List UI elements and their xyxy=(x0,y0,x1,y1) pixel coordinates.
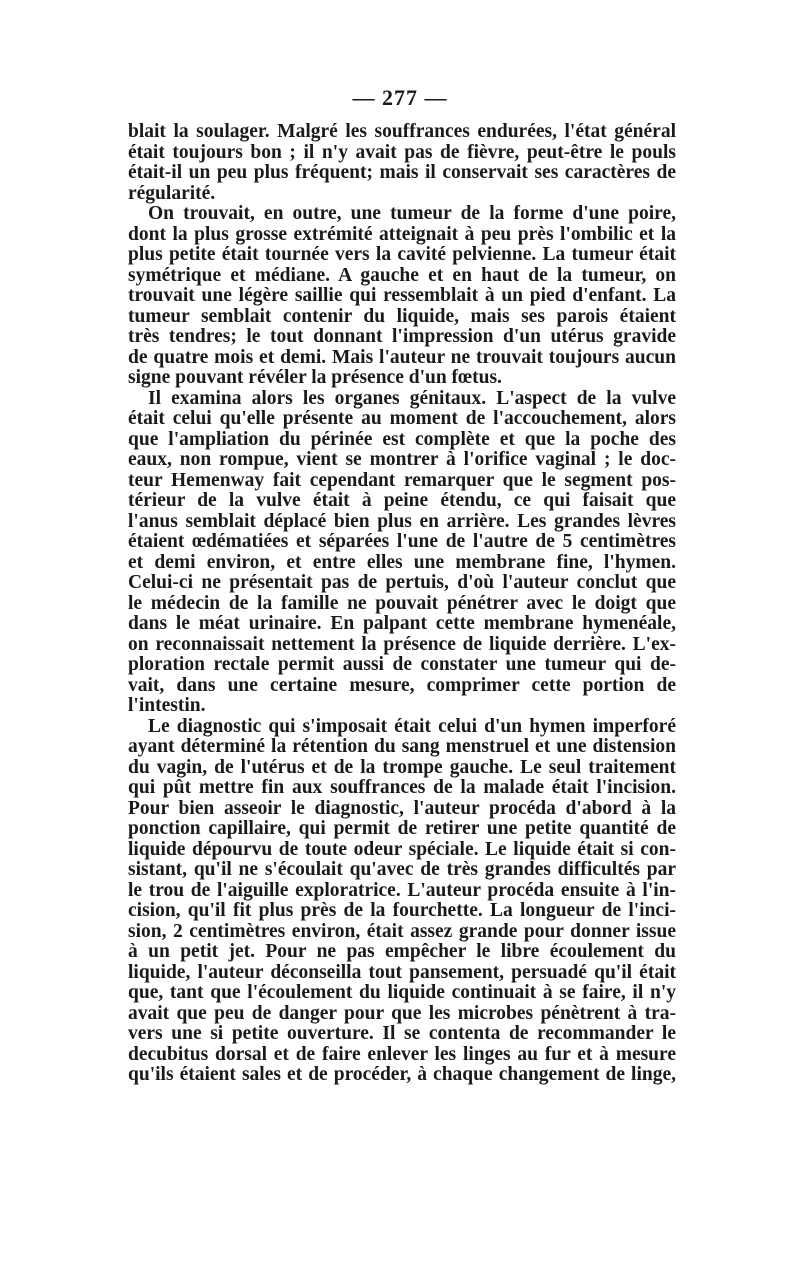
text-line: le médecin de la famille ne pouvait pénétrer avec le doigt que xyxy=(128,592,676,614)
text-line: et demi environ, et entre elles une membrane fine, l'hymen. xyxy=(128,551,676,573)
text-line: tumeur semblait contenir du liquide, mais ses parois étaient xyxy=(128,305,676,327)
text-line: sistant, qu'il ne s'écoulait qu'avec de très grandes difficultés par xyxy=(128,859,676,880)
text-line: teur Hemenway fait cependant remarquer que le segment pos- xyxy=(128,469,676,491)
text-line: le trou de l'aiguille exploratrice. L'auteur procéda ensuite à l'in- xyxy=(128,879,676,901)
text-line: dont la plus grosse extrémité atteignait à peu près l'ombilic et la xyxy=(128,223,676,245)
text-line: Pour bien asseoir le diagnostic, l'auteur procéda d'abord à la xyxy=(128,797,676,819)
text-line: était-il un peu plus fréquent; mais il conservait ses caractères de xyxy=(128,162,676,183)
text-line: très tendres; le tout donnant l'impression d'un utérus gravide xyxy=(128,326,676,347)
text-line: blait la soulager. Malgré les souffrances endurées, l'état général xyxy=(128,121,676,142)
body-text xyxy=(128,122,676,1086)
text-line: dans le méat urinaire. En palpant cette membrane hymenéale, xyxy=(128,613,676,634)
text-line: ayant déterminé la rétention du sang menstruel et une distension xyxy=(128,736,676,757)
text-line: trouvait une légère saillie qui ressemblait à un pied d'enfant. La xyxy=(128,285,676,306)
text-line: On trouvait, en outre, une tumeur de la forme d'une poire, xyxy=(148,203,676,224)
text-line: l'intestin. xyxy=(128,695,206,716)
text-line: que, tant que l'écoulement du liquide continuait à se faire, il n'y xyxy=(128,982,676,1003)
text-line: cision, qu'il fit plus près de la fourchette. La longueur de l'inci- xyxy=(128,900,676,921)
text-line: liquide, l'auteur déconseilla tout pansement, persuadé qu'il était xyxy=(128,961,676,983)
text-line: qu'ils étaient sales et de procéder, à chaque changement de linge, xyxy=(128,1064,676,1085)
text-line: Celui-ci ne présentait pas de pertuis, d'où l'auteur conclut que xyxy=(128,572,676,593)
text-line: qui pût mettre fin aux souffrances de la malade était l'incision. xyxy=(128,777,676,798)
text-line: térieur de la vulve était à peine étendu, ce qui faisait que xyxy=(128,490,676,511)
text-line: à un petit jet. Pour ne pas empêcher le libre écoulement du xyxy=(128,941,676,962)
text-line: Il examina alors les organes génitaux. L'aspect de la vulve xyxy=(148,387,676,409)
text-line: ploration rectale permit aussi de constater une tumeur qui de- xyxy=(128,654,676,675)
text-line: ponction capillaire, qui permit de retirer une petite quantité de xyxy=(128,818,676,839)
text-line: régularité. xyxy=(128,182,216,204)
text-line: vers une si petite ouverture. Il se contenta de recommander le xyxy=(128,1023,676,1044)
text-line: de quatre mois et demi. Mais l'auteur ne trouvait toujours aucun xyxy=(128,346,676,368)
text-line: que l'ampliation du périnée est complète et que la poche des xyxy=(128,428,676,450)
text-line: était celui qu'elle présente au moment de l'accouchement, alors xyxy=(128,408,676,429)
text-line: l'anus semblait déplacé bien plus en arrière. Les grandes lèvres xyxy=(128,510,676,532)
text-line: avait que peu de danger pour que les microbes pénètrent à tra- xyxy=(128,1002,676,1024)
text-line: étaient œdématiées et séparées l'une de l'autre de 5 centimètres xyxy=(128,531,676,552)
text-line: symétrique et médiane. A gauche et en haut de la tumeur, on xyxy=(128,264,676,286)
text-line: vait, dans une certaine mesure, comprimer cette portion de xyxy=(128,674,676,696)
text-line: decubitus dorsal et de faire enlever les linges au fur et à mesure xyxy=(128,1043,676,1065)
text-line: eaux, non rompue, vient se montrer à l'orifice vaginal ; le doc- xyxy=(128,449,676,470)
text-line: on reconnaissait nettement la présence de liquide derrière. L'ex- xyxy=(128,633,676,655)
text-line: signe pouvant révéler la présence d'un fœtus. xyxy=(128,367,502,388)
text-line: Le diagnostic qui s'imposait était celui d'un hymen imperforé xyxy=(148,715,676,737)
text-line: plus petite était tournée vers la cavité pelvienne. La tumeur était xyxy=(128,244,676,265)
text-line: était toujours bon ; il n'y avait pas de fièvre, peut-être le pouls xyxy=(128,141,676,163)
text-line: sion, 2 centimètres environ, était assez grande pour donner issue xyxy=(128,920,676,942)
page-number: — 277 — xyxy=(352,85,448,110)
text-line: du vagin, de l'utérus et de la trompe gauche. Le seul traitement xyxy=(128,756,676,778)
text-line: liquide dépourvu de toute odeur spéciale. Le liquide était si con- xyxy=(128,838,676,860)
